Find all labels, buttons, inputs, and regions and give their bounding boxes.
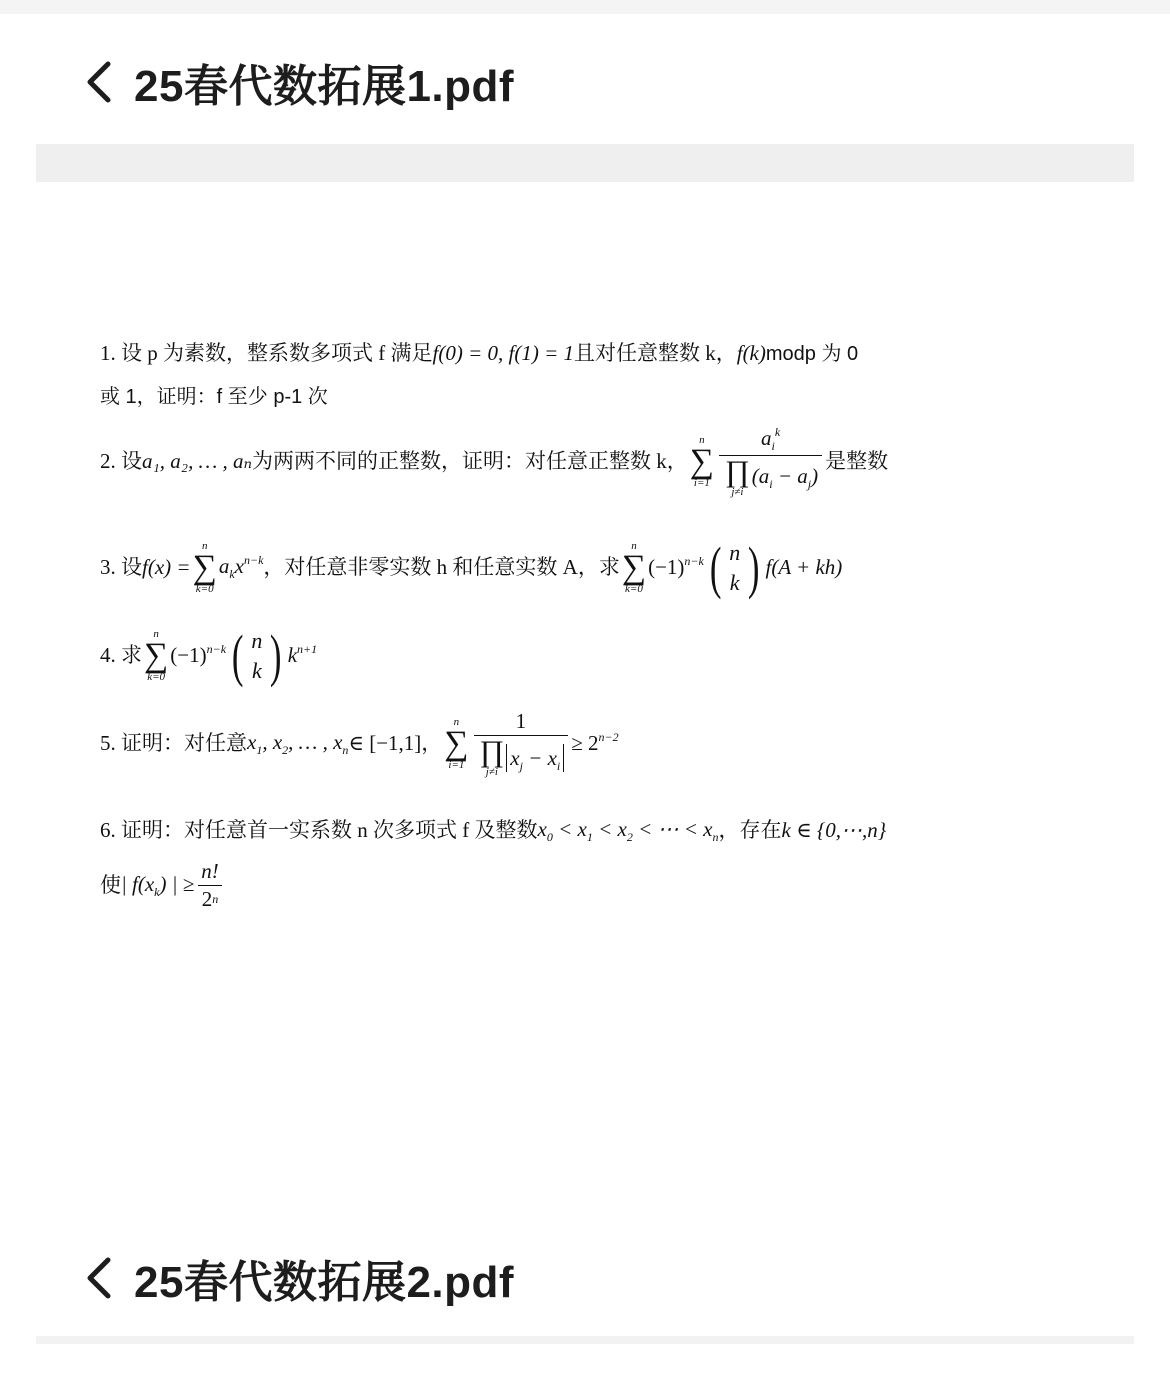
back-button[interactable] xyxy=(76,52,122,112)
problem-4-sum: n ∑ k=0 xyxy=(144,627,169,683)
problem-2 xyxy=(100,426,888,498)
chevron-left-icon xyxy=(86,1256,112,1300)
back-button-2[interactable] xyxy=(76,1248,122,1308)
file-title-2: 25春代数拓展2.pdf xyxy=(134,1258,515,1307)
problem-5: 5. 证明：对任意 $x_1$, $x_2$, … , $x_n$ ∈ [−1,1] ， n ∑ i=1 1 ∏ j≠i $x_j - x_i$ ≥ $2^{n-2}$ xyxy=(100,709,619,778)
problem-1 xyxy=(100,340,858,367)
file-title: 25春代数拓展1.pdf xyxy=(134,62,515,111)
problem-6: 6. 证明：对任意首一实系数 n 次多项式 f 及整数 $x_0 < x_1 < x_2$ < ⋯ < $x_n$ ，存在 k ∈ {0,⋯,n} xyxy=(100,817,887,844)
problem-3-binomial: ( n k ) xyxy=(709,534,760,600)
problem-5-math-1: ∈ [−1,1] xyxy=(348,731,422,756)
problem-2-text-b: 为两两不同的正整数，证明：对任意正整数 k， xyxy=(252,449,688,474)
problem-1-text-line2: 或 1，证明：f 至少 p-1 次 xyxy=(100,386,328,408)
problem-3: 3. 设 f(x) = n ∑ k=0 $a_kx^{n-k}$ ，对任意非零实数 h 和任意实数 A，求 n ∑ k=0 $(-1)^{n-k}$ ( n k ) f(A + kh) xyxy=(100,534,843,600)
problem-2-text-c: 是整数 xyxy=(825,449,889,474)
file-header-2 xyxy=(0,1228,1170,1328)
problem-6-text-line2: 使 xyxy=(100,872,121,897)
problem-4-binomial: ( n k ) xyxy=(231,622,282,688)
problem-6-text-a: 6. 证明：对任意首一实系数 n 次多项式 f 及整数 xyxy=(100,818,538,843)
problem-1-math-1: f(0) = 0, f(1) = 1 xyxy=(432,341,574,365)
problem-2-sum: n ∑ i=1 xyxy=(689,433,715,489)
problem-6-math-2: k ∈ {0,⋯,n} xyxy=(781,818,887,843)
problem-1-text-c: modp 为 0 xyxy=(765,342,859,365)
problem-2-fraction: $a_i^k$ ∏ j≠i $(a_i - a_j)$ xyxy=(719,426,822,498)
file-header-1 xyxy=(0,32,1170,132)
problem-5-text-a: 5. 证明：对任意 xyxy=(100,731,247,756)
divider-band xyxy=(36,144,1134,182)
problem-1-text-a: 1. 设 p 为素数，整系数多项式 f 满足 xyxy=(100,341,433,365)
problem-2-text-a: 2. 设 xyxy=(100,449,142,474)
problem-6-line-2: 使 | $f(x_k)$ | ≥ n! 2 n xyxy=(100,860,226,911)
problem-3-sum-2: n ∑ k=0 xyxy=(621,539,647,595)
divider-band-2 xyxy=(36,1336,1134,1344)
problem-4: 4. 求 n ∑ k=0 $(-1)^{n-k}$ ( n k ) $k^{n+1}$ xyxy=(100,622,318,688)
problem-4-text-a: 4. 求 xyxy=(100,643,142,668)
problem-1-math-2: f(k) xyxy=(736,341,766,365)
problem-3-sum-1: n ∑ k=0 xyxy=(192,539,217,595)
problem-6-text-b: ，存在 xyxy=(718,818,782,843)
problem-1-line-2 xyxy=(100,384,328,410)
problem-5-fraction: 1 ∏ j≠i $x_j - x_i$ xyxy=(474,710,569,778)
top-status-strip xyxy=(0,0,1170,14)
problem-1-text-b: 且对任意整数 k， xyxy=(573,341,737,365)
problem-3-text-a: 3. 设 xyxy=(100,555,142,580)
problem-5-sum: n ∑ i=1 xyxy=(444,715,469,771)
problem-5-text-b: ， xyxy=(421,731,443,756)
problem-2-math-1: a₁, a₂, … , aₙ xyxy=(142,449,253,474)
problem-3-text-b: ，对任意非零实数 h 和任意实数 A，求 xyxy=(263,555,620,580)
problem-6-fraction: n! 2 n xyxy=(197,860,223,911)
chevron-left-icon xyxy=(86,60,112,104)
